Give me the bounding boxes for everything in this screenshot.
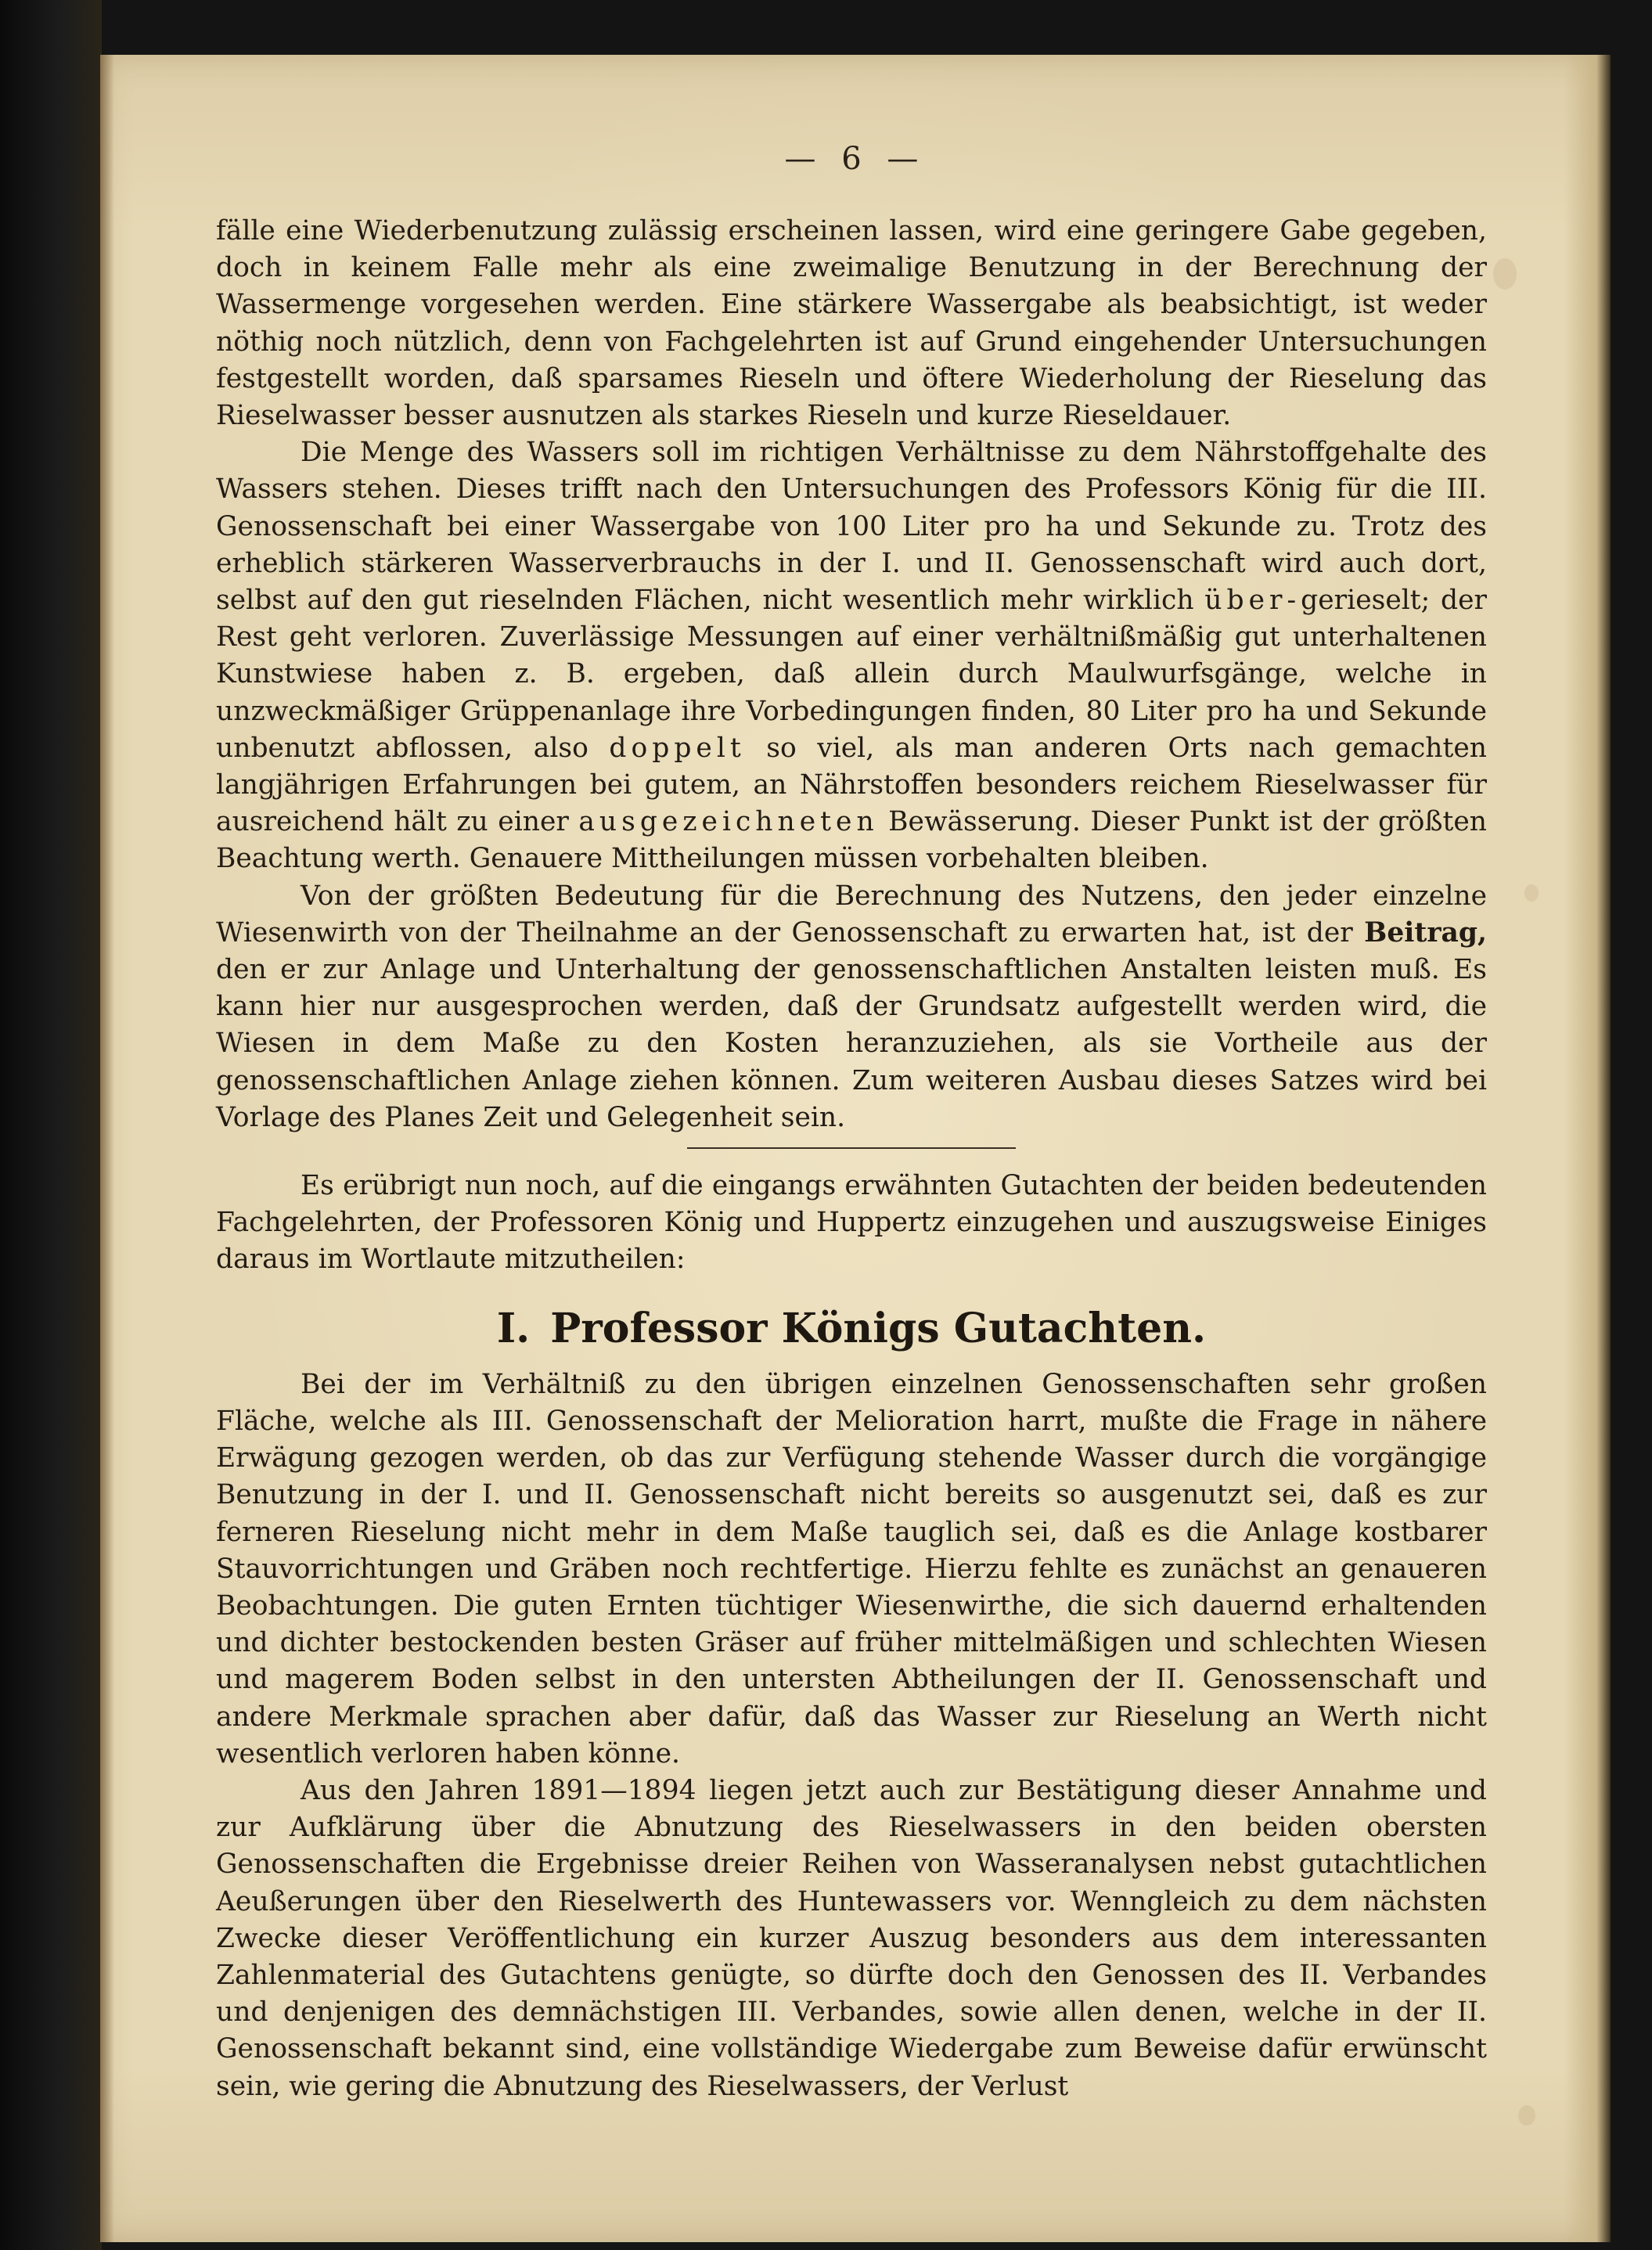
body-text xyxy=(216,213,1487,2105)
section-number: I. xyxy=(496,1304,531,1352)
paragraph-continuation: fälle eine Wiederbenutzung zulässig erscheinen lassen, wird eine geringere Gabe gegeben, doch in keinem Falle mehr als eine zweimalige Benutzung in der Berechnung der Wassermenge vorgesehen werden. Eine stärkere Wassergabe als beabsichtigt, ist weder nöthig noch nützlich, denn von Fachgelehrten ist auf Grund eingehender Untersuchungen festgestellt worden, daß sparsames Rieseln und öftere Wiederholung der Rieselung das Rieselwasser besser ausnutzen als starkes Rieseln und kurze Rieseldauer. xyxy=(216,215,1487,432)
paper-stain xyxy=(1518,2105,1535,2126)
section-title: Professor Königs Gutachten. xyxy=(550,1304,1207,1352)
scan-background-left xyxy=(0,0,102,2250)
text-run: Bewässerung. Dieser Punkt ist der größten Beachtung werth. Genauere Mittheilungen müssen vorbehalten bleiben. xyxy=(216,806,1487,875)
text-run: Die Menge des Wassers soll im richtigen Verhältnisse zu dem Nährstoffgehalte des Wassers stehen. Dieses trifft nach den Untersuchungen des Professors König für die III. Genossenschaft bei einer Wassergabe von 100 Liter pro ha und Sekunde zu. Trotz des erheblich stärkeren Wasserverbrauchs in der I. und II. Genossenschaft wird auch dort, selbst auf den gut rieselnden Flächen, nicht wesentlich mehr wirklich xyxy=(216,437,1487,617)
paper-stain xyxy=(1493,258,1517,290)
paper-stain xyxy=(1524,884,1539,902)
emphasis-spaced: doppelt xyxy=(609,732,746,764)
paragraph-report-intro: Bei der im Verhältniß zu den übrigen einzelnen Genossenschaften sehr großen Fläche, welche als III. Genossenschaft der Melioration harrt, mußte die Frage in nähere Erwägung gezogen werden, ob das zur Verfügung stehende Wasser durch die vorgängige Benutzung in der I. und II. Genossenschaft nicht bereits so ausgenutzt sei, daß es zur ferneren Rieselung nicht mehr in dem Maße tauglich sei, daß es die Anlage kostbarer Stauvorrichtungen und Gräben noch rechtfertige. Hierzu fehlte es zunächst an genaueren Beobachtungen. Die guten Ernten tüchtiger Wiesenwirthe, die sich dauernd erhaltenden und dichter bestockenden besten Gräser auf früher mittelmäßigen und schlechten Wiesen und magerem Boden selbst in den untersten Abtheilungen der II. Genossenschaft und andere Merkmale sprachen aber dafür, daß das Wasser zur Rieselung an Werth nicht wesentlich verloren haben könne. xyxy=(216,1368,1487,1769)
paragraph-water-quantity xyxy=(216,434,1487,877)
page-spine-shadow xyxy=(100,55,114,2242)
section-divider xyxy=(687,1147,1016,1149)
emphasis-spaced: über- xyxy=(1204,585,1301,617)
text-run: so viel, als man anderen Orts nach gemachten langjährigen Erfahrungen bei gutem, an Nährstoffen besonders reichem Rieselwasser für ausreichend hält zu einer xyxy=(216,732,1488,838)
page-number: — 6 — xyxy=(784,141,927,177)
paragraph-contribution xyxy=(216,878,1487,1136)
paragraph-analyses: Aus den Jahren 1891—1894 liegen jetzt auch zur Bestätigung dieser Annahme und zur Aufklärung über die Abnutzung des Rieselwassers in den beiden obersten Genossenschaften die Ergebnisse dreier Reihen von Wasseranalysen nebst gutachtlichen Aeußerungen über den Rieselwerth des Huntewassers vor. Wenngleich zu dem nächsten Zwecke dieser Veröffentlichung ein kurzer Auszug besonders aus dem interessanten Zahlenmaterial des Gutachtens genügte, so dürfte doch den Genossen des II. Verbandes und denjenigen des demnächstigen III. Verbandes, sowie allen denen, welche in der II. Genossenschaft bekannt sind, eine vollständige Wiedergabe zum Beweise dafür erwünscht sein, wie gering die Abnutzung des Rieselwassers, der Verlust xyxy=(216,1774,1487,2102)
text-run: gerieselt; der Rest geht verloren. Zuverlässige Messungen auf einer verhältnißmäßig gut unterhaltenen Kunstwiese haben z. B. ergeben, daß allein durch Maulwurfsgänge, welche in unzweckmäßiger Grüppenanlage ihre Vorbedingungen finden, 80 Liter pro ha und Sekunde unbenutzt abflossen, also xyxy=(216,585,1487,764)
section-heading xyxy=(216,1305,1487,1352)
text-run: den er zur Anlage und Unterhaltung der genossenschaftlichen Anstalten leisten muß. Es kann hier nur ausgesprochen werden, daß der Grundsatz aufgestellt werden wird, die Wiesen in dem Maße zu den Kosten heranzuziehen, als sie Vortheile aus der genossenschaftlichen Anlage ziehen können. Zum weiteren Ausbau dieses Satzes wird bei Vorlage des Planes Zeit und Gelegenheit sein. xyxy=(216,954,1487,1133)
page-gutter-shadow xyxy=(1564,55,1611,2242)
paragraph-expert-reports: Es erübrigt nun noch, auf die eingangs erwähnten Gutachten der beiden bedeutenden Fachgelehrten, der Professoren König und Huppertz einzugehen und auszugsweise Einiges daraus im Wortlaute mitzutheilen: xyxy=(216,1170,1487,1276)
text-run: Von der größten Bedeutung für die Berechnung des Nutzens, den jeder einzelne Wiesenwirth von der Theilnahme an der Genossenschaft zu erwarten hat, ist der xyxy=(216,880,1487,949)
emphasis-spaced: ausgezeichneten xyxy=(578,806,879,838)
emphasis-bold: Beitrag, xyxy=(1364,916,1487,949)
